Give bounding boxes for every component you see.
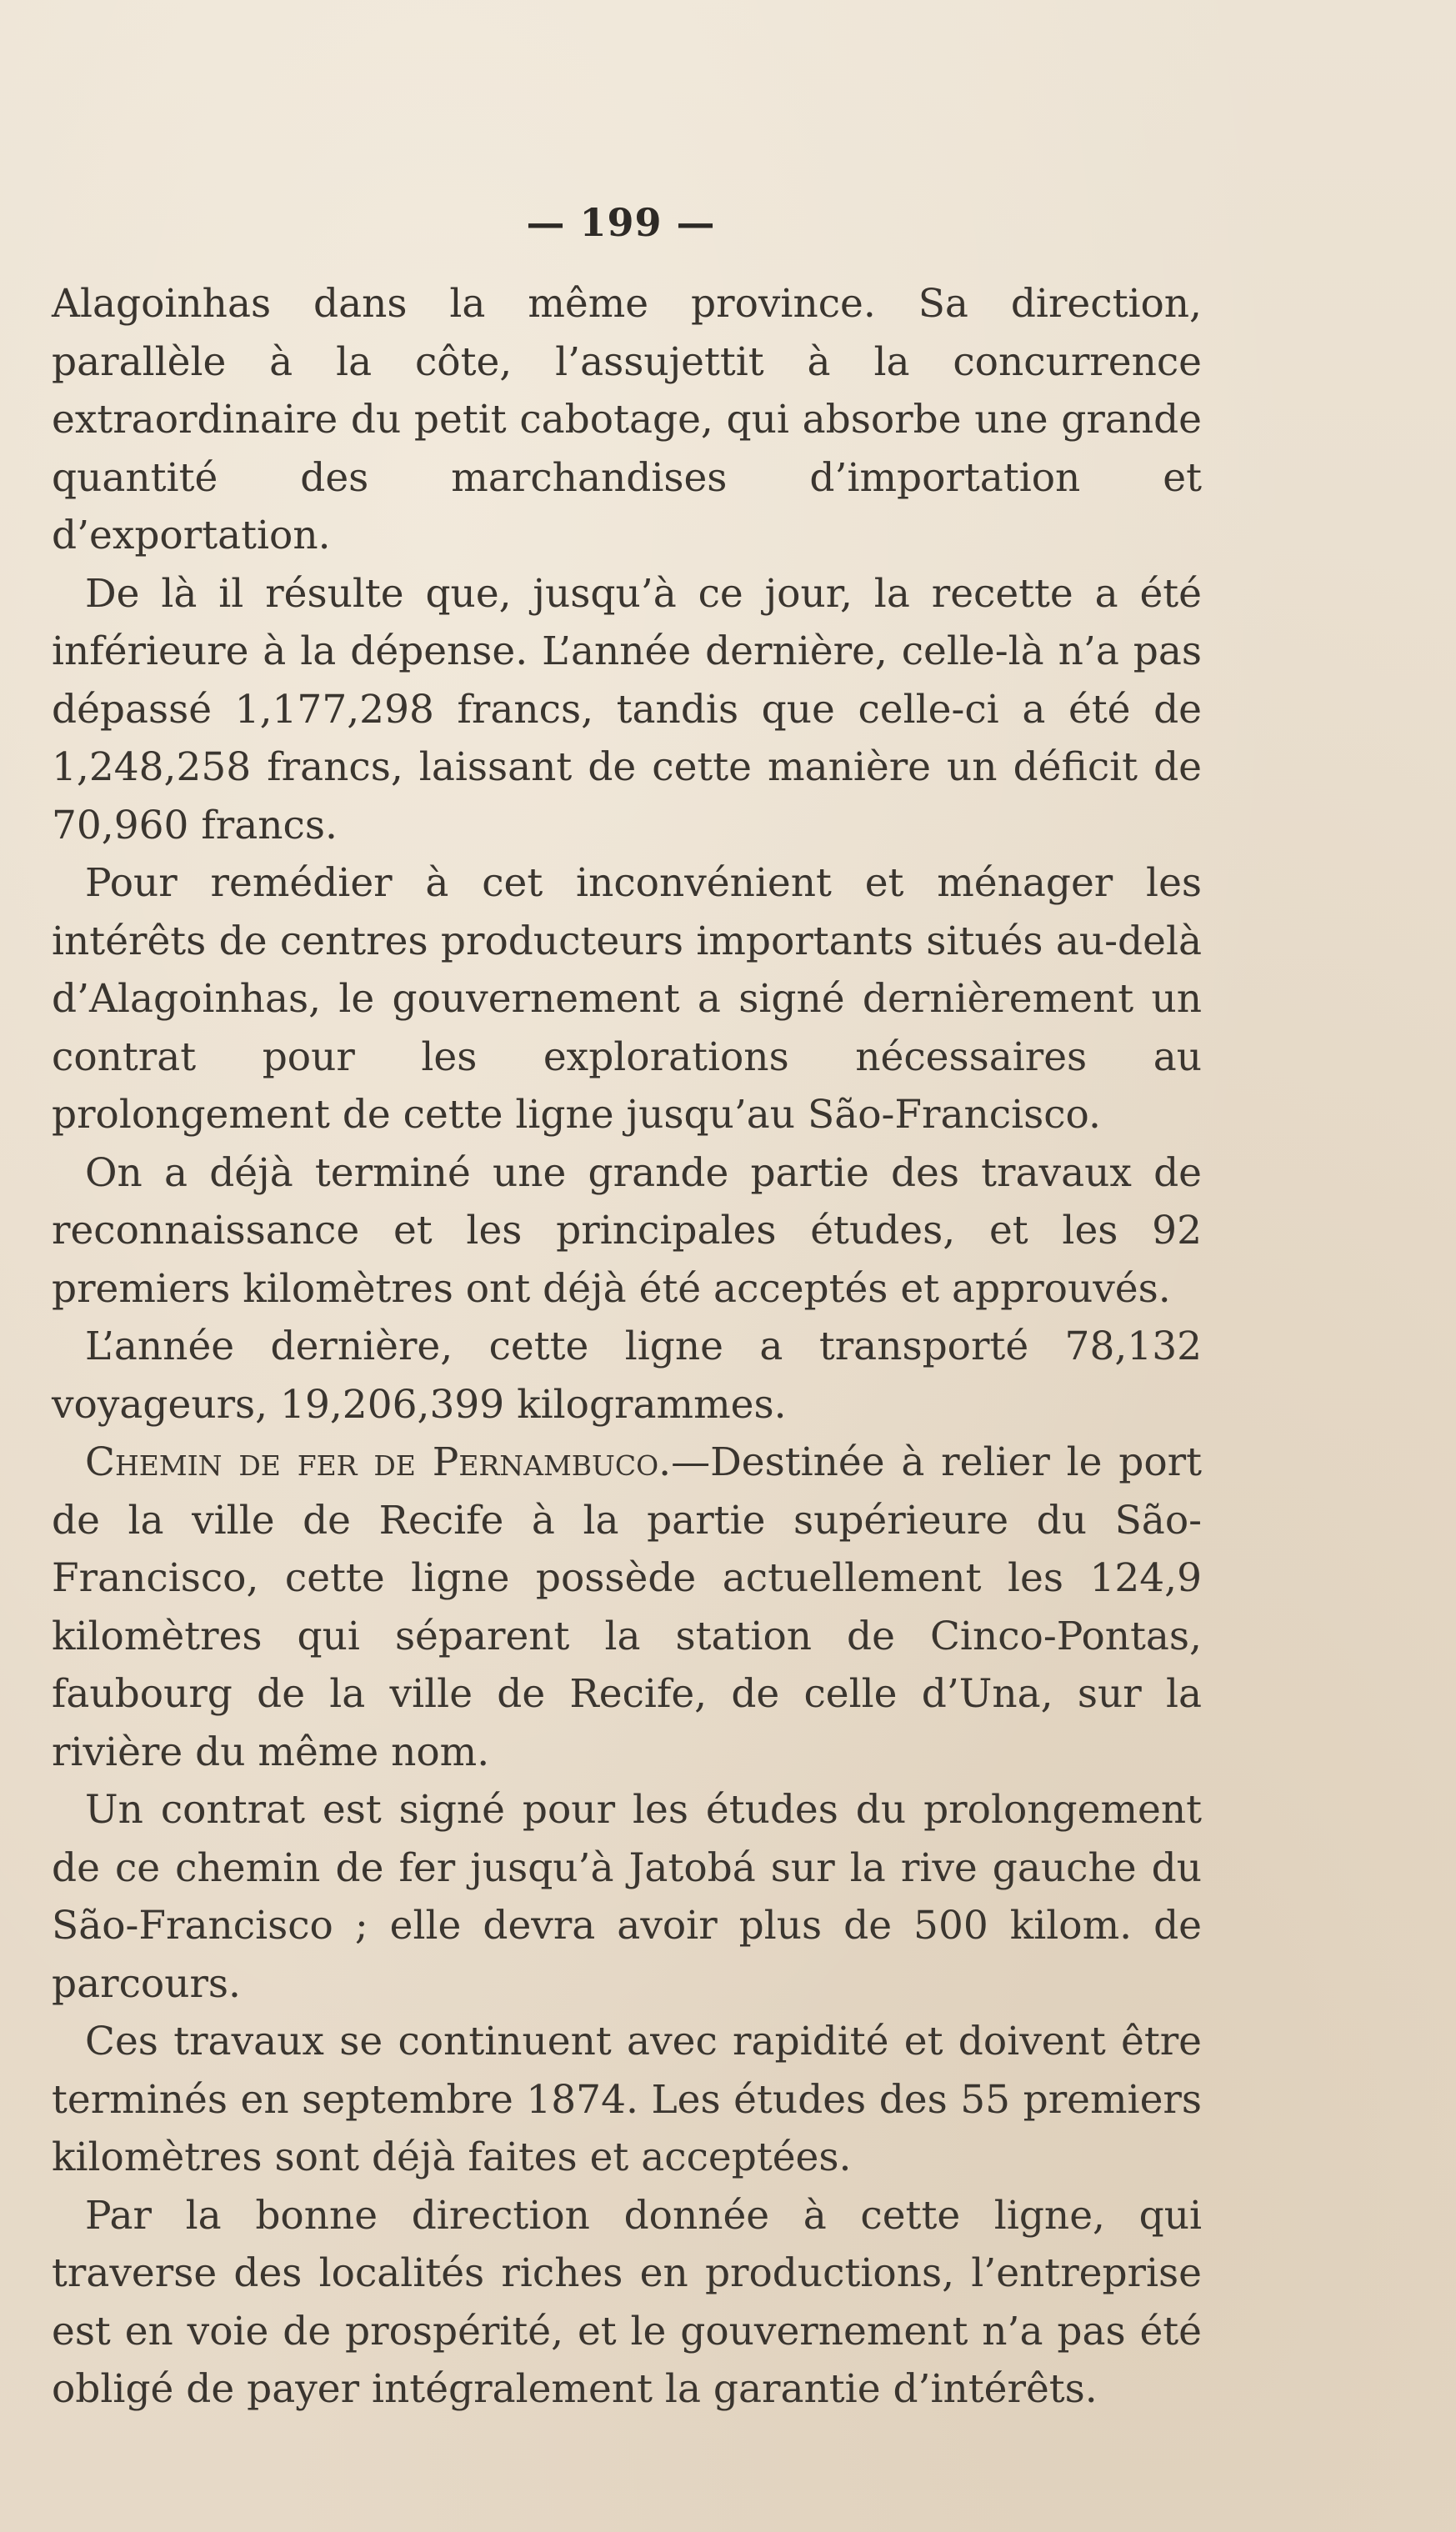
paragraph-3: Pour remédier à cet inconvénient et ménager les intérêts de centres producteurs importants situés au-delà d’Alagoinhas, le gouvernement a signé dernièrement un contrat pour les explorations nécessaires au prolongement de cette ligne jusqu’au São-Francisco. <box>52 860 1202 1138</box>
paragraph-9: Par la bonne direction donnée à cette ligne, qui traverse des localités riches en productions, l’entreprise est en voie de prospérité, et le gouvernement n’a pas été obligé de payer intégralement la garantie d’intérêts. <box>52 2192 1202 2412</box>
paragraph-4: On a déjà terminé une grande partie des travaux de reconnaissance et les principales études, et les 92 premiers kilomètres ont déjà été acceptés et approuvés. <box>52 1149 1202 1312</box>
paragraph-2: De là il résulte que, jusqu’à ce jour, la recette a été inférieure à la dépense. L’année dernière, celle-là n’a pas dépassé 1,177,298 francs, tandis que celle-ci a été de 1,248,258 francs, laissant de cette manière un déficit de 70,960 francs. <box>52 570 1202 848</box>
paragraph-8: Ces travaux se continuent avec rapidité et doivent être terminés en septembre 1874. Les études des 55 premiers kilomètres sont déjà faites et acceptées. <box>52 2019 1202 2180</box>
section-heading: Chemin de fer de Pernambuco. <box>85 1439 672 1485</box>
paragraph-5: L’année dernière, cette ligne a transporté 78,132 voyageurs, 19,206,399 kilogrammes. <box>52 1324 1202 1428</box>
paragraph-6 <box>52 1434 1202 1781</box>
paragraph-6-text: —Destinée à relier le port de la ville de Recife à la partie supérieure du São-Francisco, cette ligne possède actuellement les 124,9 kilomètres qui séparent la station de Cinco-Pontas, faubourg de la ville de Recife, de celle d’Una, sur la rivière du même nom. <box>52 1439 1202 1775</box>
body-text <box>52 275 1202 2419</box>
paragraph-1: Alagoinhas dans la même province. Sa direction, parallèle à la côte, l’assujettit à la concurrence extraordinaire du petit cabotage, qui absorbe une grande quantité des marchandises d’importation et d’exportation. <box>52 281 1202 558</box>
paragraph-7: Un contrat est signé pour les études du prolongement de ce chemin de fer jusqu’à Jatobá sur la rive gauche du São-Francisco ; elle devra avoir plus de 500 kilom. de parcours. <box>52 1787 1202 2007</box>
page-number: — 199 — <box>526 200 716 245</box>
